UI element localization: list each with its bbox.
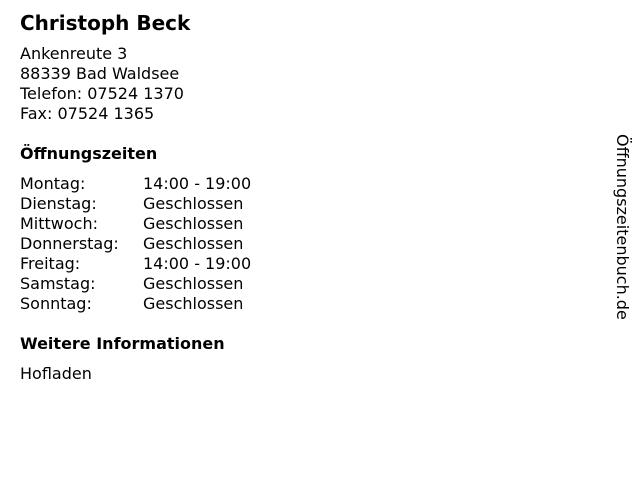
hours-time: Geschlossen — [143, 214, 244, 233]
hours-day: Freitag: — [20, 254, 81, 273]
hours-day: Donnerstag: — [20, 234, 119, 253]
brand-watermark: Öffnungszeitenbuch.de — [613, 134, 632, 320]
hours-time: Geschlossen — [143, 194, 244, 213]
phone: Telefon: 07524 1370 — [20, 84, 184, 103]
opening-hours-heading: Öffnungszeiten — [20, 144, 158, 163]
hours-day: Montag: — [20, 174, 86, 193]
city: 88339 Bad Waldsee — [20, 64, 180, 83]
hours-day: Sonntag: — [20, 294, 92, 313]
hours-time: Geschlossen — [143, 294, 244, 313]
hours-day: Samstag: — [20, 274, 96, 293]
hours-time: 14:00 - 19:00 — [143, 174, 252, 193]
hours-time: Geschlossen — [143, 274, 244, 293]
hours-day: Mittwoch: — [20, 214, 98, 233]
hours-time: Geschlossen — [143, 234, 244, 253]
fax: Fax: 07524 1365 — [20, 104, 155, 123]
more-info-heading: Weitere Informationen — [20, 334, 225, 353]
more-info-text: Hofladen — [20, 364, 92, 383]
address-block — [20, 44, 184, 124]
business-name: Christoph Beck — [20, 11, 191, 35]
hours-time: 14:00 - 19:00 — [143, 254, 252, 273]
hours-day: Dienstag: — [20, 194, 97, 213]
street: Ankenreute 3 — [20, 44, 128, 63]
